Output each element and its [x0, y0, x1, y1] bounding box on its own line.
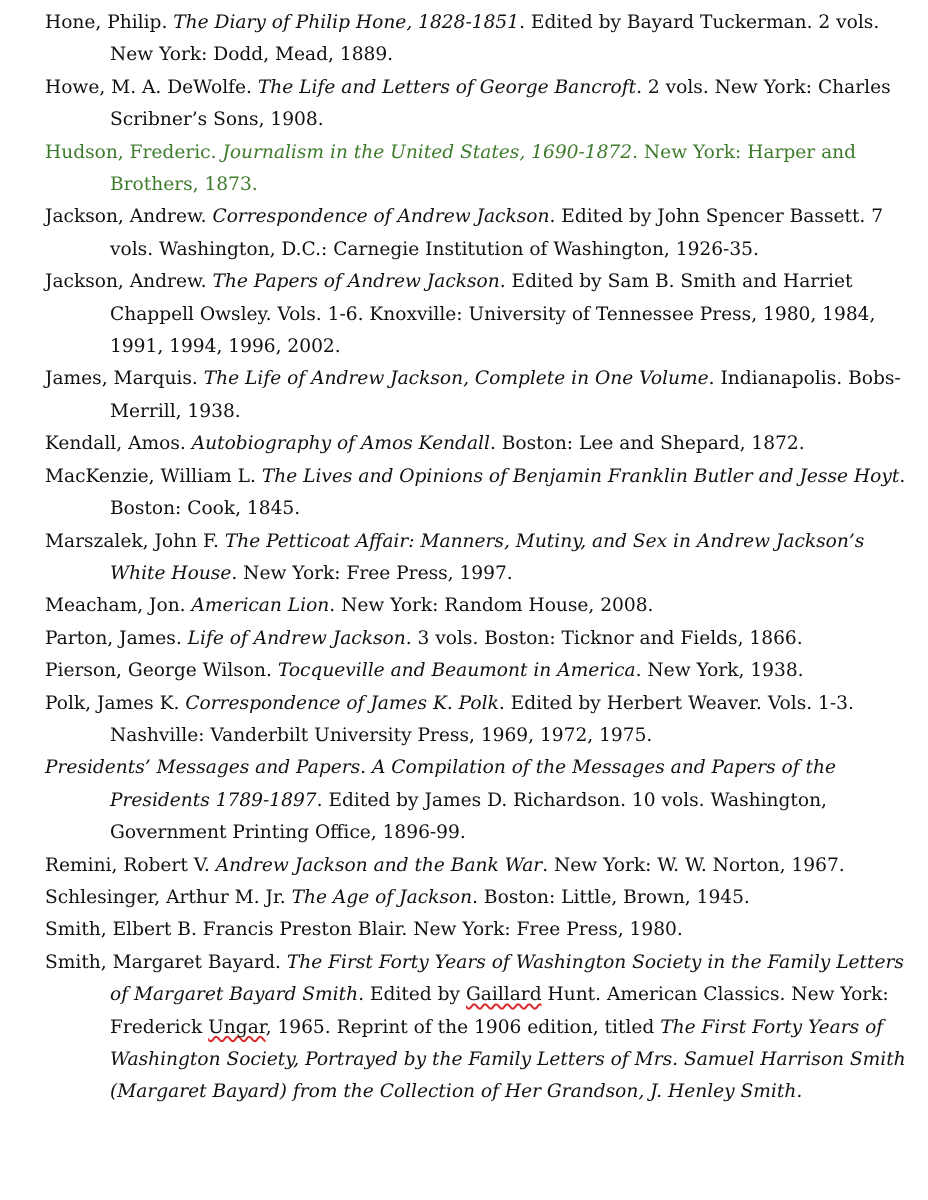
citation-text: . New York: W. W. Norton, 1967.: [542, 854, 845, 876]
citation-text: Remini, Robert V.: [45, 854, 216, 876]
citation-text: Hudson, Frederic.: [45, 141, 223, 163]
citation-text: Smith, Margaret Bayard.: [45, 951, 287, 973]
citation-text: , 1965. Reprint of the 1906 edition, titled: [265, 1016, 661, 1038]
citation-text: . New York, 1938.: [635, 660, 804, 682]
citation-text: . New York: Free Press, 1997.: [231, 562, 513, 584]
bibliography-entry-jackson-correspondence: [45, 201, 913, 266]
bibliography-entry-smith-elbert: [45, 914, 913, 946]
citation-title: The Age of Jackson: [291, 886, 473, 908]
citation-title: Tocqueville and Beaumont in America: [277, 660, 636, 682]
citation-title: The Diary of Philip Hone, 1828-1851: [173, 12, 520, 33]
bibliography-entry-mackenzie: [45, 461, 913, 526]
bibliography-entry-parton: [45, 623, 913, 655]
citation-text: . Boston: Lee and Shepard, 1872.: [489, 433, 805, 455]
citation-text: Polk, James K.: [45, 692, 186, 714]
citation-title: Correspondence of Andrew Jackson: [212, 206, 550, 228]
citation-text: Jackson, Andrew.: [45, 271, 213, 293]
citation-text: . Boston: Cook, 1845.: [110, 465, 906, 520]
citation-text: . 3 vols. Boston: Ticknor and Fields, 1866.: [405, 627, 803, 649]
citation-title: Andrew Jackson and the Bank War: [215, 854, 543, 876]
bibliography-entry-remini: [45, 850, 913, 882]
citation-text: . New York: Harper and Brothers, 1873.: [110, 141, 857, 196]
citation-text: Smith, Elbert B. Francis Preston Blair. New York: Free Press, 1980.: [45, 919, 683, 941]
citation-text: . New York: Random House, 2008.: [329, 595, 654, 617]
citation-text: Jackson, Andrew.: [45, 206, 213, 228]
citation-text: Meacham, Jon.: [45, 595, 192, 617]
citation-title: American Lion: [191, 595, 330, 617]
citation-text: . Boston: Little, Brown, 1945.: [472, 886, 750, 908]
bibliography-page: [45, 7, 913, 1109]
citation-title: Autobiography of Amos Kendall: [191, 433, 490, 455]
citation-title: The Papers of Andrew Jackson: [212, 271, 500, 293]
citation-title: Journalism in the United States, 1690-1872: [222, 141, 633, 163]
citation-title: Life of Andrew Jackson: [187, 627, 406, 649]
citation-text: Howe, M. A. DeWolfe.: [45, 76, 258, 98]
bibliography-entry-kendall: [45, 428, 913, 460]
citation-text: Pierson, George Wilson.: [45, 660, 278, 682]
bibliography-entry-jackson-papers: [45, 266, 913, 363]
citation-text: Parton, James.: [45, 627, 188, 649]
citation-text: Marszalek, John F.: [45, 530, 225, 552]
bibliography-entry-polk: [45, 688, 913, 753]
citation-title: Correspondence of James K. Polk: [185, 692, 499, 714]
citation-text: . Edited by Sam B. Smith and Harriet Chappell Owsley. Vols. 1-6. Knoxville: University of Tennessee Press, 1980, 1984, 1991, 1994, 1996, 2002.: [110, 271, 876, 358]
citation-title: Presidents’ Messages and Papers. A Compilation of the Messages and Papers of the Presidents 1789-1897: [45, 757, 836, 811]
citation-title: The Petticoat Affair: Manners, Mutiny, and Sex in Andrew Jackson’s White House: [110, 530, 865, 584]
bibliography-entry-schlesinger: [45, 882, 913, 914]
citation-title: The Life of Andrew Jackson, Complete in One Volume: [203, 368, 709, 390]
spellcheck-flagged-word: Gaillard: [465, 984, 542, 1006]
bibliography-entry-howe: [45, 72, 913, 137]
citation-title: The Lives and Opinions of Benjamin Franklin Butler and Jesse Hoyt: [261, 465, 900, 487]
citation-text: Hunt. American Classics. New York: Frederick: [110, 984, 889, 1038]
citation-text: . Edited by James D. Richardson. 10 vols. Washington, Government Printing Office, 1896-99.: [110, 789, 827, 844]
bibliography-entry-meacham: [45, 590, 913, 622]
citation-text: Schlesinger, Arthur M. Jr.: [45, 886, 292, 908]
citation-text: . Edited by Bayard Tuckerman. 2 vols. New York: Dodd, Mead, 1889.: [110, 12, 880, 66]
bibliography-entry-hudson: [45, 137, 913, 202]
citation-title: The First Forty Years of Washington Society, Portrayed by the Family Letters of Mrs. Samuel Harrison Smith (Margaret Bayard) from the Collection of Her Grandson, J. Henley Smith.: [110, 1016, 906, 1103]
citation-text: . Edited by: [358, 984, 466, 1006]
citation-text: . Indianapolis. Bobs-Merrill, 1938.: [110, 368, 901, 422]
bibliography-entry-presidents: [45, 752, 913, 849]
citation-text: . 2 vols. New York: Charles Scribner’s Sons, 1908.: [110, 76, 891, 131]
citation-text: Hone, Philip.: [45, 12, 174, 33]
spellcheck-flagged-word: Ungar: [208, 1016, 266, 1038]
citation-title: The First Forty Years of Washington Society in the Family Letters of Margaret Bayard Smith: [110, 951, 904, 1006]
bibliography-entry-james: [45, 363, 913, 428]
bibliography-entry-hone: [45, 7, 913, 72]
citation-text: Kendall, Amos.: [45, 433, 192, 455]
bibliography-entry-pierson: [45, 655, 913, 687]
bibliography-entry-marszalek: [45, 526, 913, 591]
citation-title: The Life and Letters of George Bancroft: [257, 76, 637, 98]
citation-text: . Edited by Herbert Weaver. Vols. 1-3. Nashville: Vanderbilt University Press, 1969, 1972, 1975.: [110, 692, 854, 746]
citation-text: MacKenzie, William L.: [45, 465, 262, 487]
bibliography-entry-smith-margaret: [45, 947, 913, 1109]
citation-text: . Edited by John Spencer Bassett. 7 vols. Washington, D.C.: Carnegie Institution of Washington, 1926-35.: [110, 206, 884, 260]
citation-text: James, Marquis.: [45, 368, 204, 390]
